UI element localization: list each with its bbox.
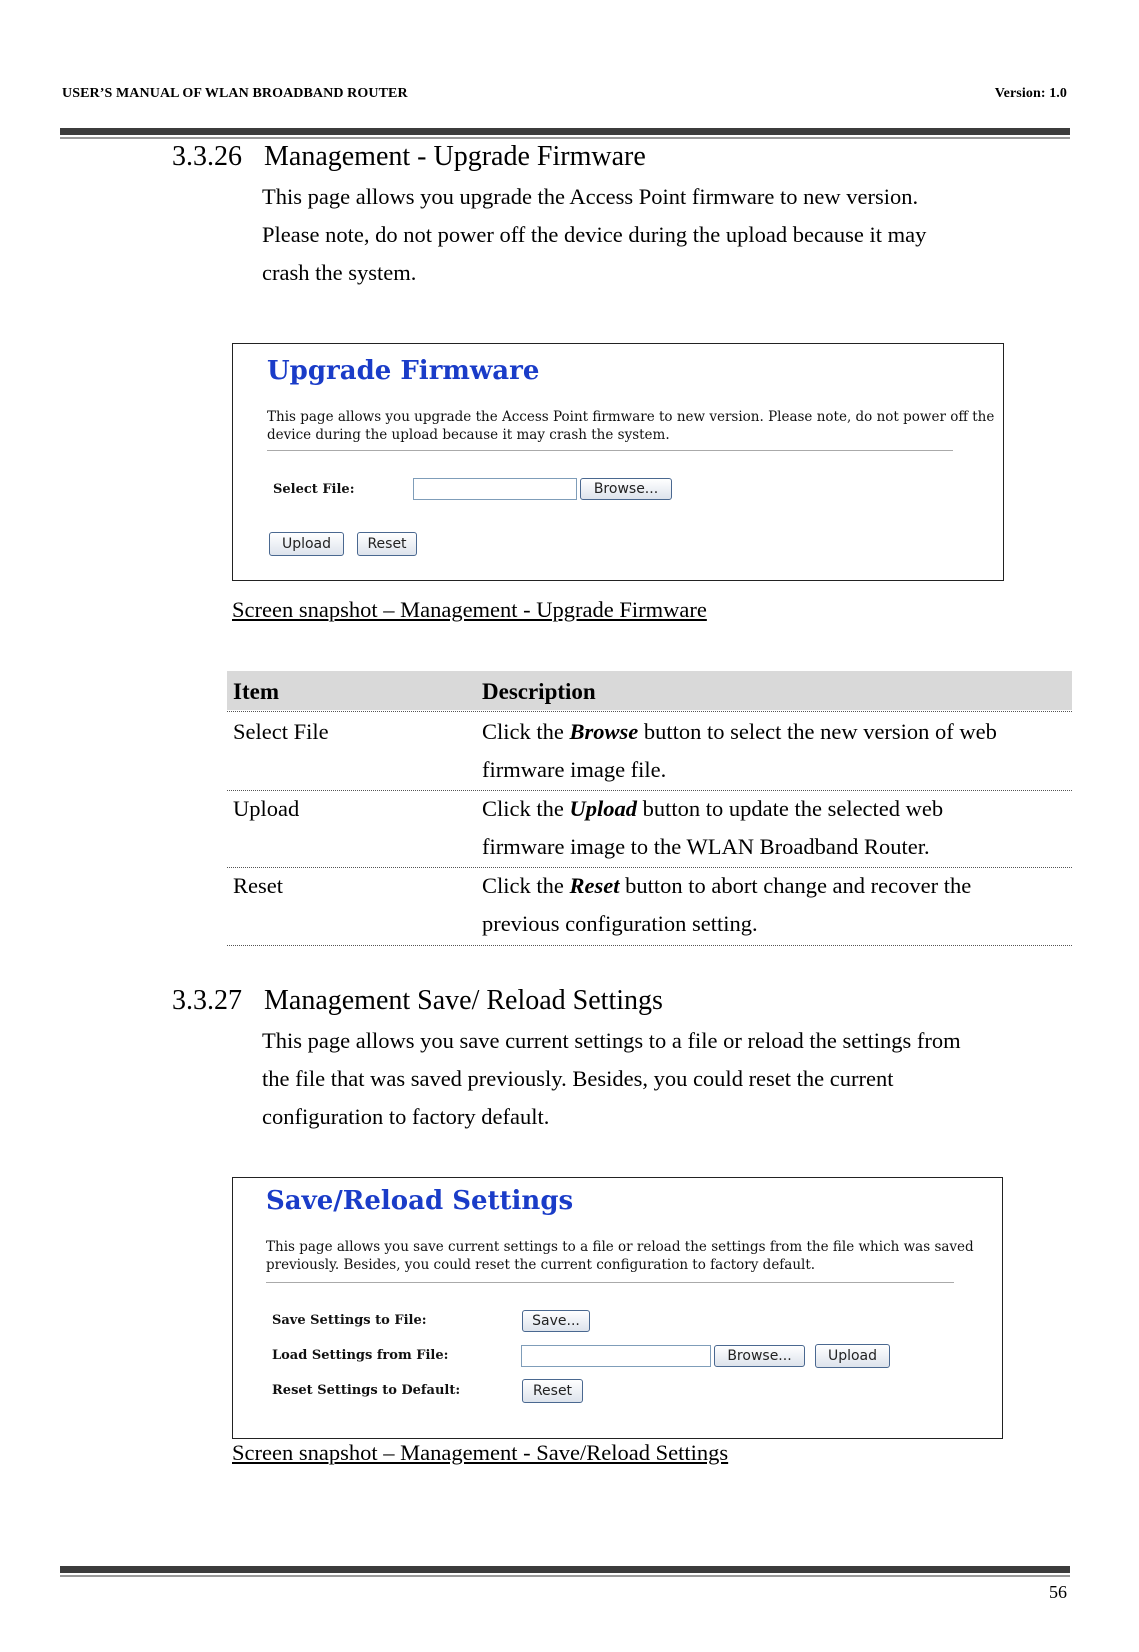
paragraph-line: Please note, do not power off the device during the upload because it may <box>262 222 927 247</box>
footer-rule-thin <box>60 1575 1070 1577</box>
description-emphasis: Browse <box>569 719 639 744</box>
description-text: Click the <box>482 719 570 744</box>
description-emphasis: Upload <box>569 796 637 821</box>
panel-description <box>267 408 994 444</box>
section-title: Management - Upgrade Firmware <box>264 141 646 172</box>
select-file-label: Select File: <box>273 482 355 497</box>
footer-rule <box>60 1566 1070 1573</box>
panel-description <box>266 1238 974 1274</box>
save-settings-label: Save Settings to File: <box>272 1313 427 1328</box>
save-button[interactable]: Save... <box>522 1310 590 1332</box>
screenshot-save-reload-settings <box>232 1177 1003 1439</box>
header-version: Version: 1.0 <box>994 86 1067 101</box>
panel-description-line: previously. Besides, you could reset the current configuration to factory default. <box>266 1257 816 1273</box>
paragraph-line: crash the system. <box>262 260 417 285</box>
description-text: firmware image to the WLAN Broadband Router. <box>482 834 930 859</box>
description-text: Click the <box>482 873 570 898</box>
header-rule <box>60 128 1070 135</box>
table-cell-item: Upload <box>233 796 300 821</box>
description-emphasis: Reset <box>569 873 620 898</box>
paragraph-line: configuration to factory default. <box>262 1104 550 1129</box>
upload-button[interactable]: Upload <box>815 1344 890 1368</box>
settings-file-input[interactable] <box>521 1345 711 1367</box>
panel-description-line: device during the upload because it may crash the system. <box>267 427 670 443</box>
panel-description-line: This page allows you upgrade the Access Point firmware to new version. Please note, do not power off the <box>267 409 995 425</box>
description-text: button to abort change and recover the <box>619 873 972 898</box>
screenshot-upgrade-firmware <box>232 343 1004 581</box>
header-title: USER’S MANUAL OF WLAN BROADBAND ROUTER <box>62 86 408 101</box>
section-heading <box>172 141 646 173</box>
panel-title: Save/Reload Settings <box>266 1186 574 1216</box>
paragraph-line: This page allows you upgrade the Access Point firmware to new version. <box>262 184 919 209</box>
description-text: Click the <box>482 796 570 821</box>
section-paragraph <box>262 178 1062 292</box>
panel-divider <box>267 450 953 451</box>
file-path-input[interactable] <box>413 478 577 500</box>
load-settings-label: Load Settings from File: <box>272 1348 449 1363</box>
table-cell-description <box>482 713 1072 789</box>
table-divider <box>227 945 1072 946</box>
reset-settings-label: Reset Settings to Default: <box>272 1383 461 1398</box>
panel-divider <box>266 1282 954 1283</box>
page-number: 56 <box>1049 1582 1067 1602</box>
description-text: button to update the selected web <box>636 796 944 821</box>
table-cell-description <box>482 790 1072 866</box>
section-number: 3.3.27 <box>172 985 242 1016</box>
table-divider <box>227 711 1072 712</box>
paragraph-line: the file that was saved previously. Besides, you could reset the current <box>262 1066 894 1091</box>
item-description-table <box>227 671 1072 946</box>
section-heading <box>172 985 663 1017</box>
browse-button[interactable]: Browse... <box>714 1345 805 1367</box>
screenshot-caption: Screen snapshot – Management - Save/Reload Settings <box>232 1440 729 1465</box>
table-cell-description <box>482 867 1072 943</box>
section-paragraph <box>262 1022 1062 1136</box>
header-rule-thin <box>60 137 1070 139</box>
table-cell-item: Reset <box>233 873 283 898</box>
section-title: Management Save/ Reload Settings <box>264 985 663 1016</box>
section-number: 3.3.26 <box>172 141 242 172</box>
description-text: firmware image file. <box>482 757 667 782</box>
reset-button[interactable]: Reset <box>522 1379 583 1403</box>
paragraph-line: This page allows you save current settings to a file or reload the settings from <box>262 1028 961 1053</box>
table-header <box>227 671 1072 710</box>
panel-title: Upgrade Firmware <box>267 356 540 386</box>
browse-button[interactable]: Browse... <box>580 478 672 500</box>
panel-description-line: This page allows you save current settings to a file or reload the settings from the file which was saved <box>266 1239 974 1255</box>
table-cell-item: Select File <box>233 719 329 744</box>
screenshot-caption: Screen snapshot – Management - Upgrade Firmware <box>232 597 707 622</box>
table-header-description: Description <box>482 679 596 704</box>
description-text: previous configuration setting. <box>482 911 758 936</box>
table-header-item: Item <box>233 679 279 704</box>
reset-button[interactable]: Reset <box>357 532 417 556</box>
upload-button[interactable]: Upload <box>269 532 344 556</box>
description-text: button to select the new version of web <box>638 719 997 744</box>
